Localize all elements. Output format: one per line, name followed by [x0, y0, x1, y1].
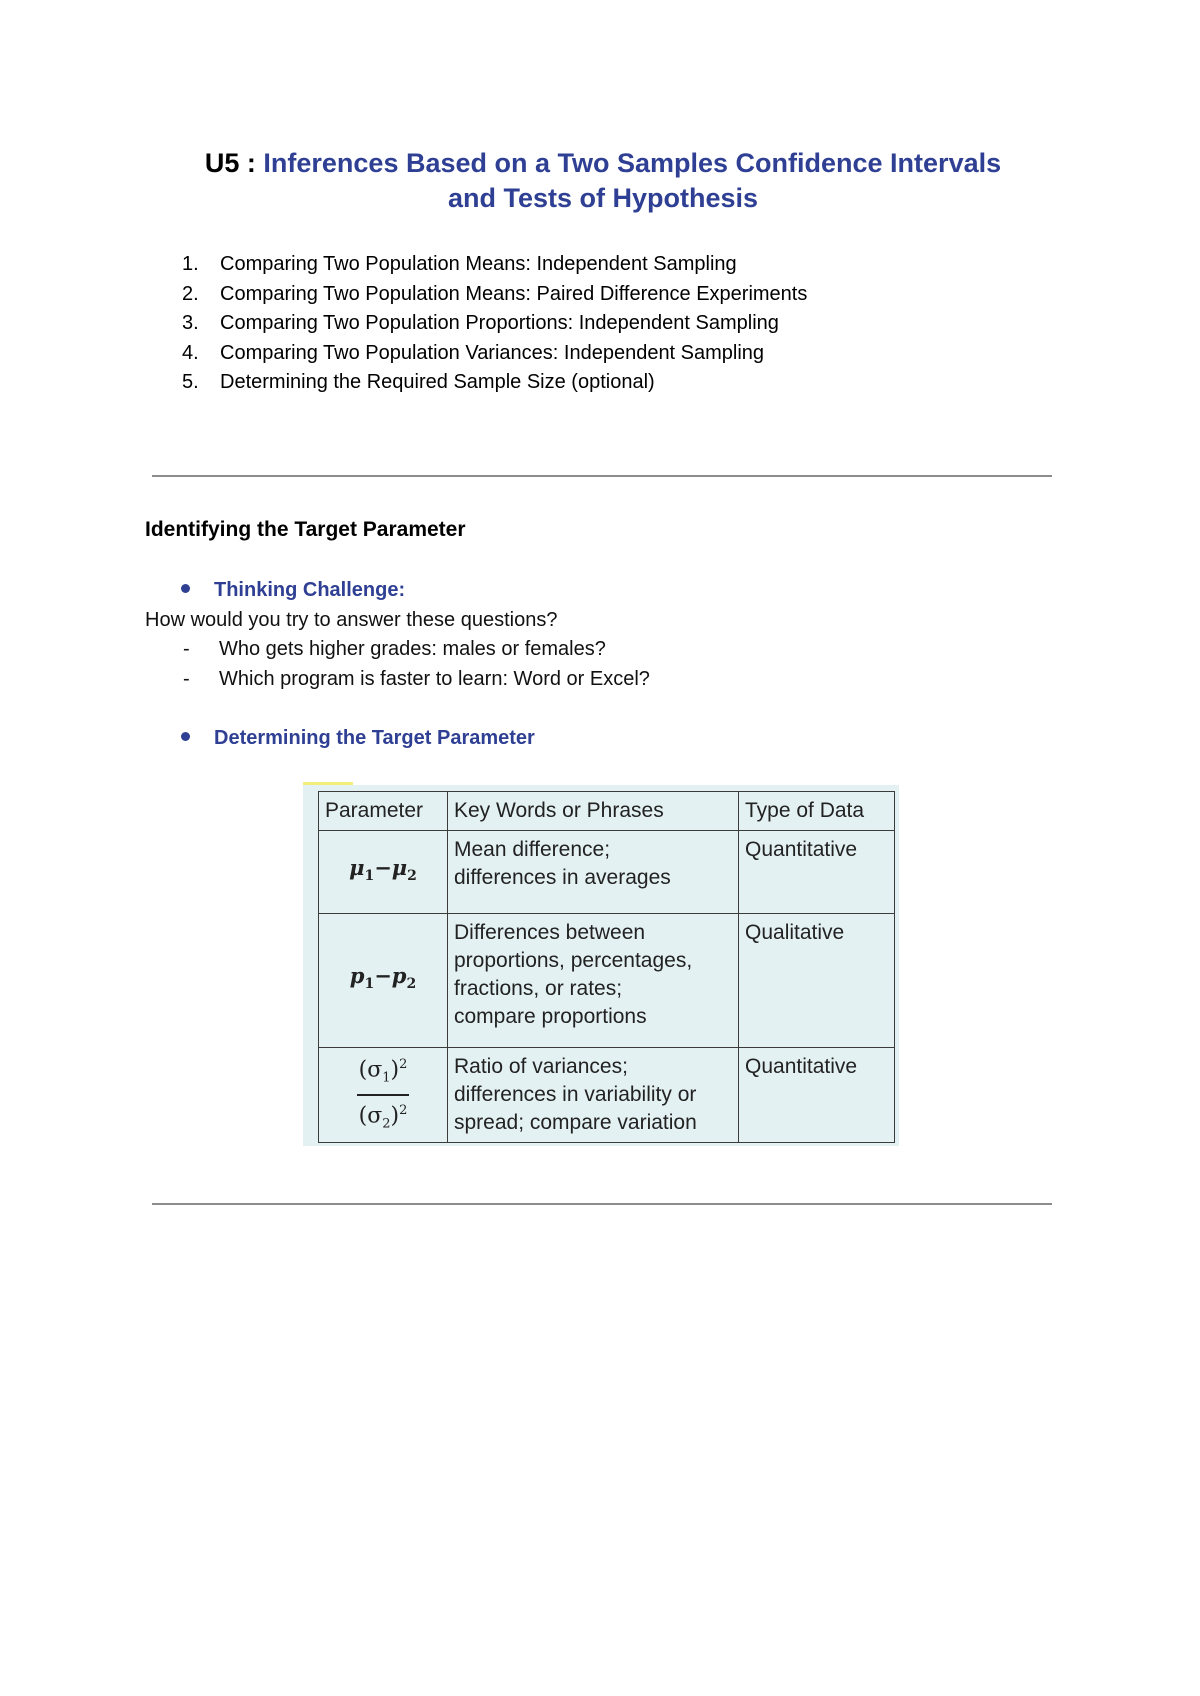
table-row — [319, 831, 895, 914]
bullet-dot-icon — [181, 732, 190, 741]
list-item — [180, 250, 807, 280]
parameter-symbol: $\mu_1-\mu_2$ — [349, 854, 417, 885]
list-item-text: Comparing Two Population Proportions: Independent Sampling — [220, 312, 779, 334]
list-number: 2. — [182, 282, 199, 305]
type-cell: Qualitative — [739, 914, 895, 1048]
list-item — [180, 309, 807, 339]
question-text: Who gets higher grades: males or females? — [219, 638, 606, 660]
list-number: 1. — [182, 253, 199, 275]
question-intro: How would you try to answer these questions? — [145, 609, 558, 631]
table-header-row — [319, 792, 895, 831]
list-item-text: Comparing Two Population Means: Paired Difference Experiments — [220, 282, 808, 305]
page-title — [148, 146, 1058, 216]
parameter-cell — [319, 1048, 448, 1143]
list-item-text: Comparing Two Population Variances: Independent Sampling — [220, 341, 765, 364]
title-line-2: and Tests of Hypothesis — [447, 183, 759, 213]
keywords-cell: Mean difference; differences in averages — [448, 831, 739, 914]
keywords-cell: Ratio of variances; differences in variability or spread; compare variation — [448, 1048, 739, 1143]
list-number: 3. — [182, 312, 199, 334]
table-row — [319, 914, 895, 1048]
list-item-text: Determining the Required Sample Size (optional) — [220, 371, 655, 393]
parameter-table-image — [303, 785, 899, 1146]
question-item: - Which program is faster to learn: Word or Excel? — [183, 668, 650, 690]
parameter-cell — [319, 831, 448, 914]
bullet-label: Determining the Target Parameter — [214, 727, 535, 749]
bullet-determining-target — [181, 727, 535, 750]
bullet-dot-icon — [181, 584, 190, 593]
header-cell: Type of Data — [739, 792, 895, 831]
section-heading: Identifying the Target Parameter — [145, 518, 466, 541]
title-line-1: Inferences Based on a Two Samples Confidence Intervals — [263, 148, 1002, 178]
list-number: 5. — [182, 371, 199, 393]
bullet-thinking-challenge — [181, 579, 405, 602]
type-cell: Quantitative — [739, 1048, 895, 1143]
variance-ratio-symbol: $\frac{(\sigma_1)^2}{(\sigma_2)^2}$ — [357, 1050, 410, 1139]
topic-list — [180, 250, 807, 398]
header-cell: Parameter — [319, 792, 448, 831]
bullet-label: Thinking Challenge: — [214, 579, 406, 601]
list-item — [180, 280, 807, 310]
parameter-symbol: $p_1-p_2$ — [349, 963, 417, 993]
header-cell: Key Words or Phrases — [448, 792, 739, 831]
list-item — [180, 339, 807, 369]
horizontal-divider — [152, 1203, 1052, 1205]
question-text: Which program is faster to learn: Word or Excel? — [219, 668, 650, 690]
list-item-text: Comparing Two Population Means: Independent Sampling — [220, 253, 737, 275]
unit-prefix: U5 : — [204, 148, 256, 178]
parameter-cell — [319, 914, 448, 1048]
keywords-cell: Differences between proportions, percentages, fractions, or rates; compare proportions — [448, 914, 739, 1048]
horizontal-divider — [152, 475, 1052, 477]
table-row — [319, 1048, 895, 1143]
list-number: 4. — [182, 341, 199, 364]
parameter-table — [318, 791, 895, 1143]
type-cell: Quantitative — [739, 831, 895, 914]
question-item: - Who gets higher grades: males or females? — [183, 638, 606, 660]
list-item — [180, 368, 807, 398]
